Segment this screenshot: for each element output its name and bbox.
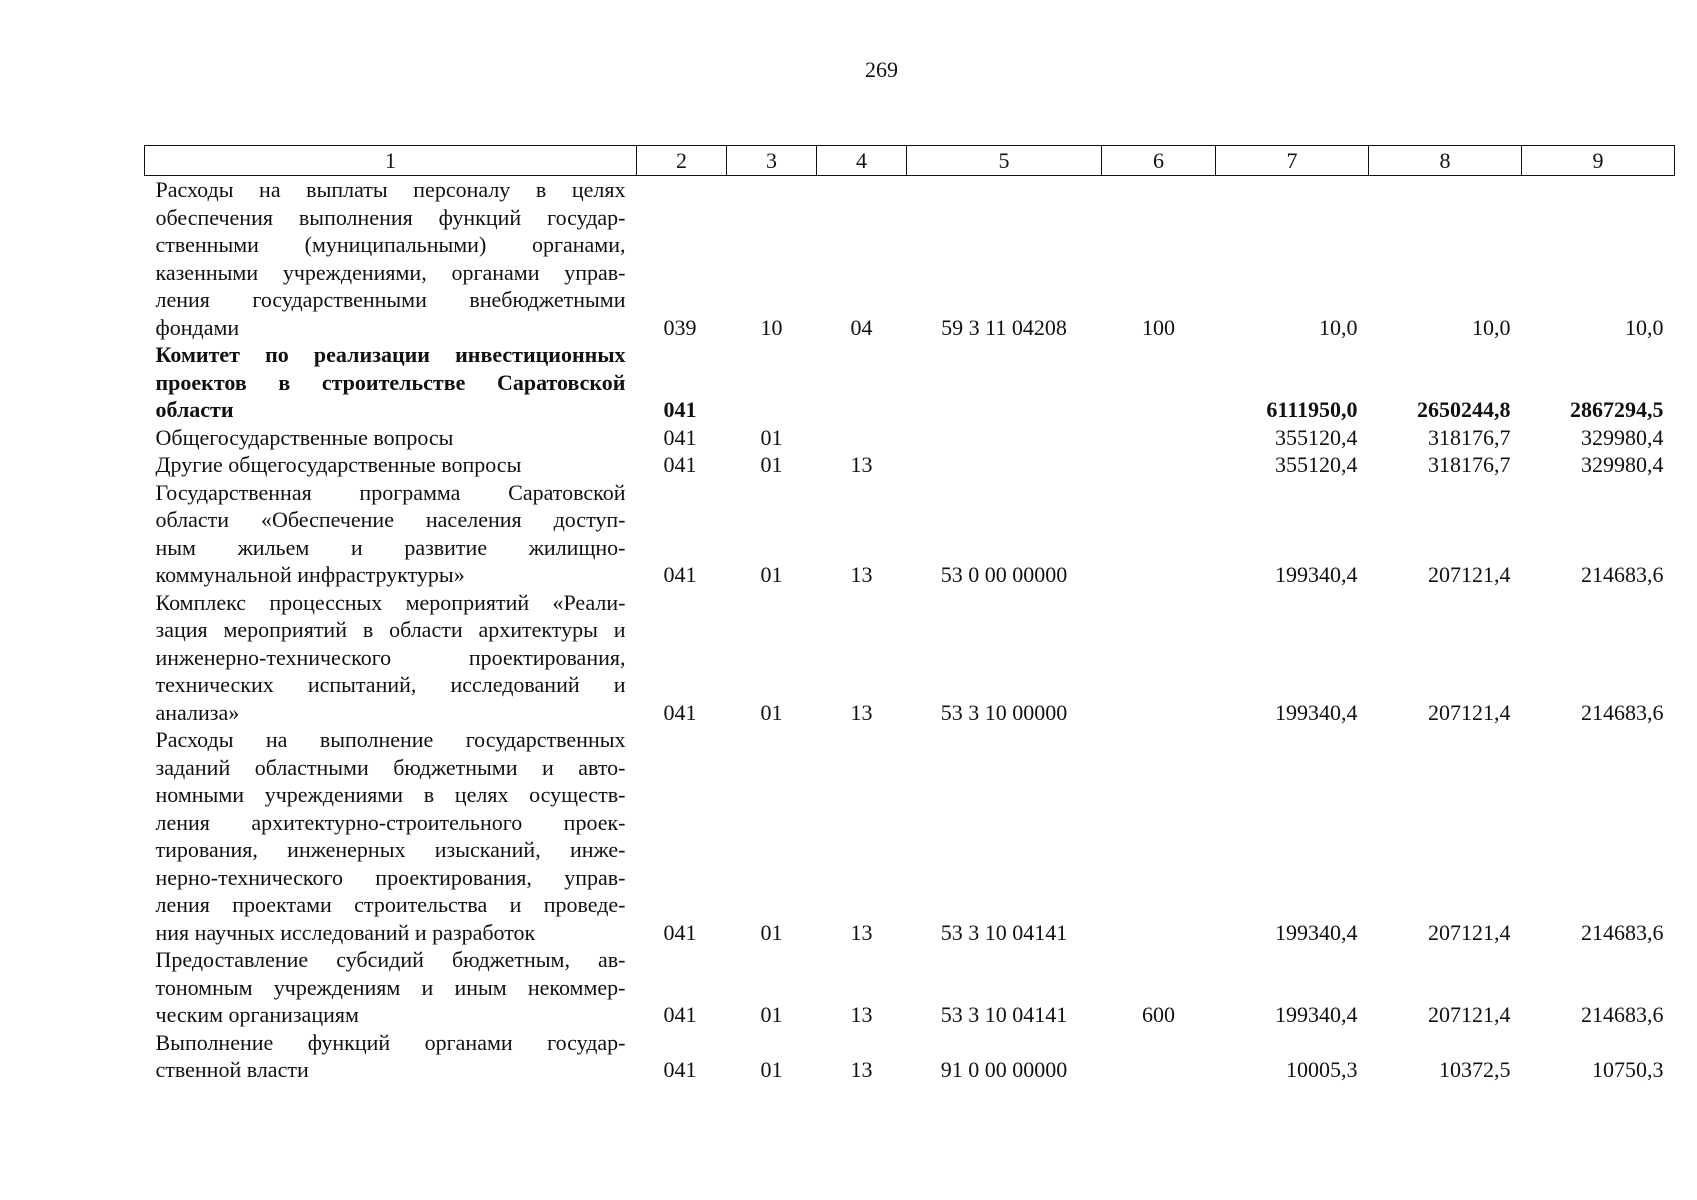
row-name-line: Государственная программа Саратовской — [155, 479, 626, 505]
cell-target-article: 59 3 11 04208 — [941, 314, 1067, 340]
cell-ministry-code: 041 — [663, 562, 697, 587]
table-row — [145, 589, 1675, 727]
header-col-2: 2 — [637, 146, 727, 176]
row-name-line: Расходы на выполнение государственных — [155, 727, 626, 752]
row-name-line: нерно-технического проектирования, управ- — [155, 864, 626, 890]
row-name-line: проектов в строительстве Саратовской — [155, 369, 626, 395]
cell-target-article: 53 0 00 00000 — [940, 562, 1068, 587]
cell-ministry-code: 039 — [663, 314, 697, 340]
cell-amount-year-1: 355120,4 — [1275, 452, 1358, 477]
header-col-1: 1 — [145, 146, 637, 176]
cell-amount-year-2: 207121,4 — [1428, 562, 1511, 587]
cell-amount-year-1: 199340,4 — [1275, 919, 1358, 945]
row-name-line: Общегосударственные вопросы — [155, 424, 454, 450]
cell-amount-year-3: 214683,6 — [1581, 1002, 1664, 1027]
cell-section: 01 — [760, 1002, 783, 1027]
row-name-line: Предоставление субсидий бюджетным, ав- — [155, 947, 626, 972]
header-col-3: 3 — [727, 146, 817, 176]
cell-target-article — [907, 424, 1102, 452]
row-name — [145, 946, 637, 1029]
cell-amount-year-2: 207121,4 — [1428, 919, 1511, 945]
header-col-8: 8 — [1369, 146, 1522, 176]
cell-section: 01 — [760, 919, 783, 945]
header-col-6: 6 — [1102, 146, 1216, 176]
cell-amount-year-1: 199340,4 — [1275, 562, 1358, 587]
cell-subsection: 13 — [850, 919, 873, 945]
row-name-line: Расходы на выплаты персоналу в целях — [155, 177, 626, 202]
cell-target-article: 53 3 10 04141 — [940, 1002, 1068, 1027]
table-row — [145, 341, 1675, 424]
cell-expense-type — [1102, 726, 1216, 946]
header-col-7: 7 — [1216, 146, 1369, 176]
cell-expense-type — [1102, 451, 1216, 479]
cell-subsection: 13 — [850, 452, 873, 477]
row-name — [145, 589, 637, 727]
row-name — [145, 451, 637, 479]
cell-section: 01 — [760, 452, 783, 477]
row-name-line: ческим организациям — [155, 1002, 359, 1027]
row-name-line: инженерно-технического проектирования, — [155, 644, 626, 670]
cell-subsection — [817, 424, 907, 452]
cell-amount-year-2: 207121,4 — [1428, 1002, 1511, 1027]
table-row — [145, 479, 1675, 589]
cell-expense-type — [1102, 1029, 1216, 1084]
row-name — [145, 424, 637, 452]
row-name-line: ственными (муниципальными) органами, — [155, 232, 626, 257]
cell-target-article — [907, 451, 1102, 479]
cell-expense-type — [1102, 479, 1216, 589]
header-col-5: 5 — [907, 146, 1102, 176]
row-name-line: ственной власти — [155, 1057, 309, 1082]
row-name-line: тономным учреждениям и иным некоммер- — [155, 974, 626, 1000]
cell-amount-year-1: 10005,3 — [1286, 1057, 1358, 1082]
cell-section — [727, 341, 817, 424]
row-name — [145, 726, 637, 946]
cell-target-article: 53 3 10 00000 — [940, 699, 1068, 725]
cell-amount-year-3: 214683,6 — [1581, 699, 1664, 725]
cell-subsection — [817, 341, 907, 424]
table-row — [145, 176, 1675, 342]
row-name-line: анализа» — [155, 699, 240, 725]
cell-section: 01 — [760, 562, 783, 587]
cell-subsection: 13 — [850, 562, 873, 587]
row-name-line: ления архитектурно-строительного проек- — [155, 809, 626, 835]
row-name-line: ния научных исследований и разработок — [155, 919, 536, 945]
cell-amount-year-1: 199340,4 — [1275, 1002, 1358, 1027]
table-row — [145, 946, 1675, 1029]
cell-amount-year-3: 10,0 — [1625, 314, 1664, 340]
cell-subsection: 13 — [850, 699, 873, 725]
row-name-line: Комплекс процессных мероприятий «Реали- — [155, 589, 626, 615]
row-name-line: зация мероприятий в области архитектуры и — [155, 617, 626, 642]
row-name-line: ным жильем и развитие жилищно- — [155, 534, 626, 560]
row-name-line: Комитет по реализации инвестиционных — [155, 342, 626, 367]
row-name-line: коммунальной инфраструктуры» — [155, 562, 465, 587]
cell-amount-year-3: 10750,3 — [1592, 1057, 1664, 1082]
cell-ministry-code: 041 — [663, 452, 697, 477]
cell-amount-year-2: 10,0 — [1472, 314, 1511, 340]
cell-section: 01 — [760, 424, 783, 450]
cell-amount-year-1: 6111950,0 — [1266, 397, 1358, 422]
table-row — [145, 424, 1675, 452]
cell-amount-year-3: 214683,6 — [1581, 562, 1664, 587]
cell-ministry-code: 041 — [663, 1002, 697, 1027]
cell-amount-year-3: 329980,4 — [1581, 452, 1664, 477]
budget-table — [144, 145, 1675, 1084]
page-number: 269 — [865, 57, 898, 82]
cell-section: 10 — [760, 314, 783, 340]
cell-target-article: 91 0 00 00000 — [940, 1057, 1068, 1082]
cell-section: 01 — [760, 1057, 783, 1082]
cell-amount-year-3: 2867294,5 — [1570, 397, 1664, 422]
row-name — [145, 341, 637, 424]
row-name-line: области «Обеспечение населения доступ- — [155, 507, 626, 532]
cell-section: 01 — [760, 699, 783, 725]
cell-amount-year-2: 10372,5 — [1439, 1057, 1511, 1082]
cell-target-article: 53 3 10 04141 — [940, 919, 1068, 945]
row-name-line: Другие общегосударственные вопросы — [155, 452, 522, 477]
header-col-9: 9 — [1522, 146, 1675, 176]
cell-ministry-code: 041 — [663, 699, 697, 725]
cell-expense-type: 600 — [1142, 1002, 1175, 1027]
cell-ministry-code: 041 — [663, 1057, 697, 1082]
cell-amount-year-1: 10,0 — [1319, 314, 1358, 340]
cell-expense-type — [1102, 424, 1216, 452]
row-name-line: Выполнение функций органами государ- — [155, 1029, 626, 1055]
cell-amount-year-3: 329980,4 — [1581, 424, 1664, 450]
table-row — [145, 726, 1675, 946]
row-name-line: ления государственными внебюджетными — [155, 287, 626, 312]
row-name-line: тирования, инженерных изысканий, инже- — [155, 837, 626, 862]
cell-amount-year-1: 355120,4 — [1275, 424, 1358, 450]
cell-ministry-code: 041 — [663, 397, 697, 422]
table-body — [145, 176, 1675, 1084]
table-row — [145, 451, 1675, 479]
row-name-line: обеспечения выполнения функций государ- — [155, 204, 626, 230]
cell-subsection: 04 — [850, 314, 873, 340]
row-name-line: фондами — [155, 314, 240, 340]
row-name-line: ления проектами строительства и проведе- — [155, 892, 626, 917]
row-name-line: номными учреждениями в целях осуществ- — [155, 782, 626, 807]
row-name-line: заданий областными бюджетными и авто- — [155, 754, 626, 780]
table-row — [145, 1029, 1675, 1084]
cell-amount-year-2: 318176,7 — [1428, 452, 1511, 477]
cell-subsection: 13 — [850, 1057, 873, 1082]
table-header — [145, 146, 1675, 176]
header-row — [145, 146, 1675, 176]
cell-ministry-code: 041 — [663, 919, 697, 945]
row-name-line: области — [155, 397, 234, 422]
cell-target-article — [907, 341, 1102, 424]
row-name — [145, 176, 637, 342]
row-name-line: казенными учреждениями, органами управ- — [155, 259, 626, 285]
cell-amount-year-1: 199340,4 — [1275, 699, 1358, 725]
cell-amount-year-2: 2650244,8 — [1417, 397, 1511, 422]
cell-expense-type: 100 — [1142, 314, 1175, 340]
cell-amount-year-2: 207121,4 — [1428, 699, 1511, 725]
row-name-line: технических испытаний, исследований и — [155, 672, 626, 697]
cell-expense-type — [1102, 341, 1216, 424]
header-col-4: 4 — [817, 146, 907, 176]
cell-amount-year-2: 318176,7 — [1428, 424, 1511, 450]
cell-amount-year-3: 214683,6 — [1581, 919, 1664, 945]
row-name — [145, 479, 637, 589]
cell-ministry-code: 041 — [663, 424, 697, 450]
cell-subsection: 13 — [850, 1002, 873, 1027]
row-name — [145, 1029, 637, 1084]
cell-expense-type — [1102, 589, 1216, 727]
